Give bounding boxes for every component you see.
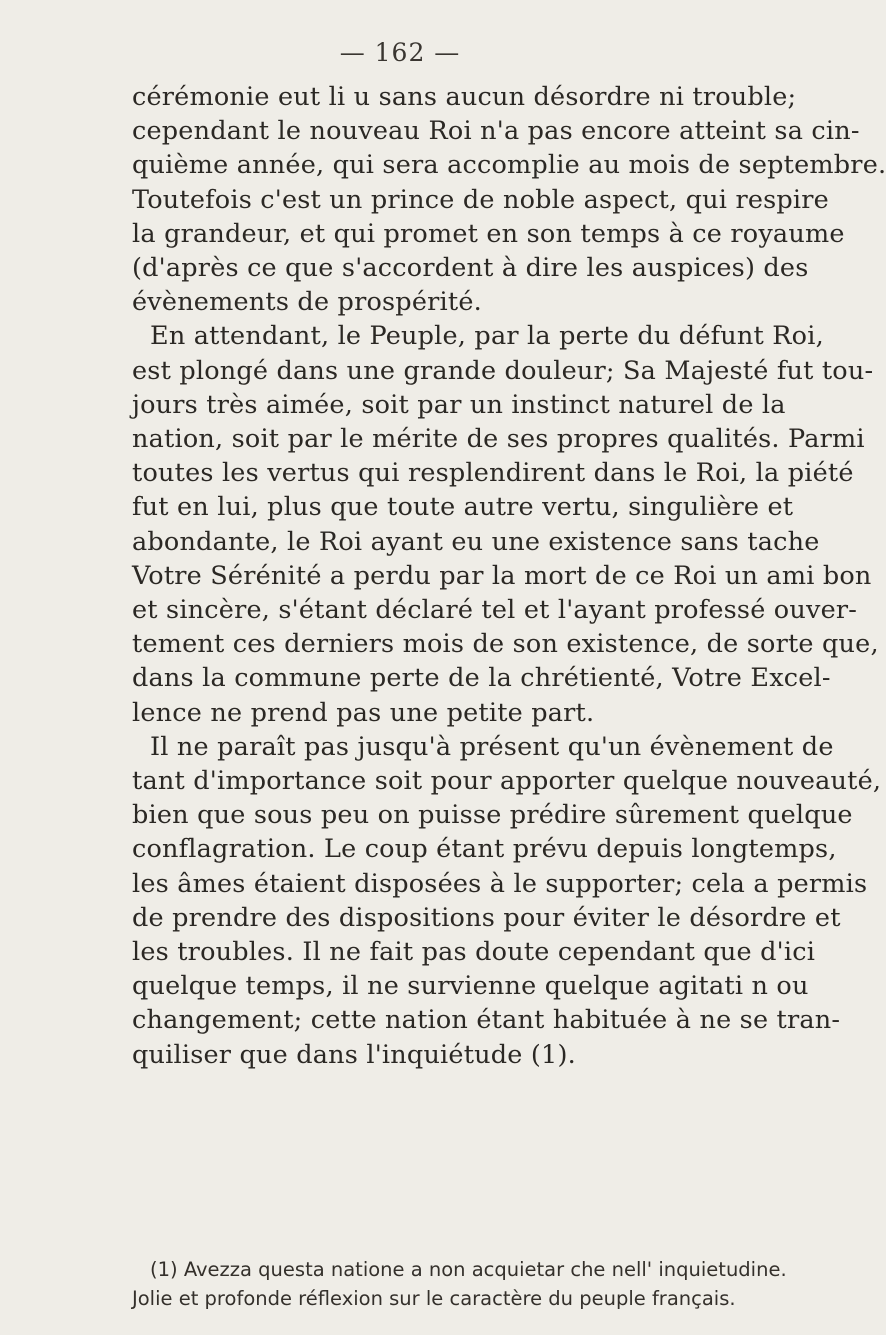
page-number: — 162 — xyxy=(339,38,461,67)
text-line: est plongé dans une grande douleur; Sa Majesté fut tou- xyxy=(132,355,874,386)
text-line: changement; cette nation étant habituée à ne se tran- xyxy=(132,1005,841,1036)
text-line: cependant le nouveau Roi n'a pas encore atteint sa cin- xyxy=(132,116,860,147)
text-line: tant d'importance soit pour apporter quelque nouveauté, xyxy=(132,766,882,797)
footnote-line: Jolie et profonde réflexion sur le caractère du peuple français. xyxy=(132,1287,736,1310)
footnotes xyxy=(132,1255,787,1313)
text-line: quiliser que dans l'inquiétude (1). xyxy=(132,1039,576,1070)
text-line: et sincère, s'étant déclaré tel et l'ayant professé ouver- xyxy=(132,595,858,626)
paragraph-start-line: Il ne paraît pas jusqu'à présent qu'un évènement de xyxy=(150,731,834,762)
text-line: la grandeur, et qui promet en son temps à ce royaume xyxy=(132,218,845,249)
text-line: jours très aimée, soit par un instinct naturel de la xyxy=(132,389,786,420)
text-line: les troubles. Il ne fait pas doute cependant que d'ici xyxy=(132,937,816,968)
text-line: bien que sous peu on puisse prédire sûrement quelque xyxy=(132,800,853,831)
text-line: Toutefois c'est un prince de noble aspect, qui respire xyxy=(132,184,829,215)
text-line: toutes les vertus qui resplendirent dans le Roi, la piété xyxy=(132,458,854,489)
text-line: dans la commune perte de la chrétienté, Votre Excel- xyxy=(132,663,831,694)
footnote-line: (1) Avezza questa natione a non acquietar che nell' inquietudine. xyxy=(150,1258,787,1281)
text-line: quelque temps, il ne survienne quelque agitati n ou xyxy=(132,971,809,1002)
text-line: Votre Sérénité a perdu par la mort de ce Roi un ami bon xyxy=(132,560,872,591)
paragraph-start-line: En attendant, le Peuple, par la perte du défunt Roi, xyxy=(150,321,824,352)
text-line: cérémonie eut li u sans aucun désordre ni trouble; xyxy=(132,82,797,112)
text-line: conflagration. Le coup étant prévu depuis longtemps, xyxy=(132,834,837,865)
text-line: lence ne prend pas une petite part. xyxy=(132,697,595,728)
text-line: nation, soit par le mérite de ses propres qualités. Parmi xyxy=(132,424,865,455)
text-line: (d'après ce que s'accordent à dire les auspices) des xyxy=(132,253,809,284)
text-line: de prendre des dispositions pour éviter le désordre et xyxy=(132,902,841,933)
text-line: tement ces derniers mois de son existence, de sorte que, xyxy=(132,629,879,660)
text-line: abondante, le Roi ayant eu une existence sans tache xyxy=(132,526,820,557)
text-line: quième année, qui sera accomplie au mois de septembre. xyxy=(132,150,886,181)
text-line: fut en lui, plus que toute autre vertu, singulière et xyxy=(132,492,794,523)
body-text xyxy=(132,80,886,1072)
text-line: les âmes étaient disposées à le supporter; cela a permis xyxy=(132,868,868,899)
text-line: évènements de prospérité. xyxy=(132,287,482,318)
